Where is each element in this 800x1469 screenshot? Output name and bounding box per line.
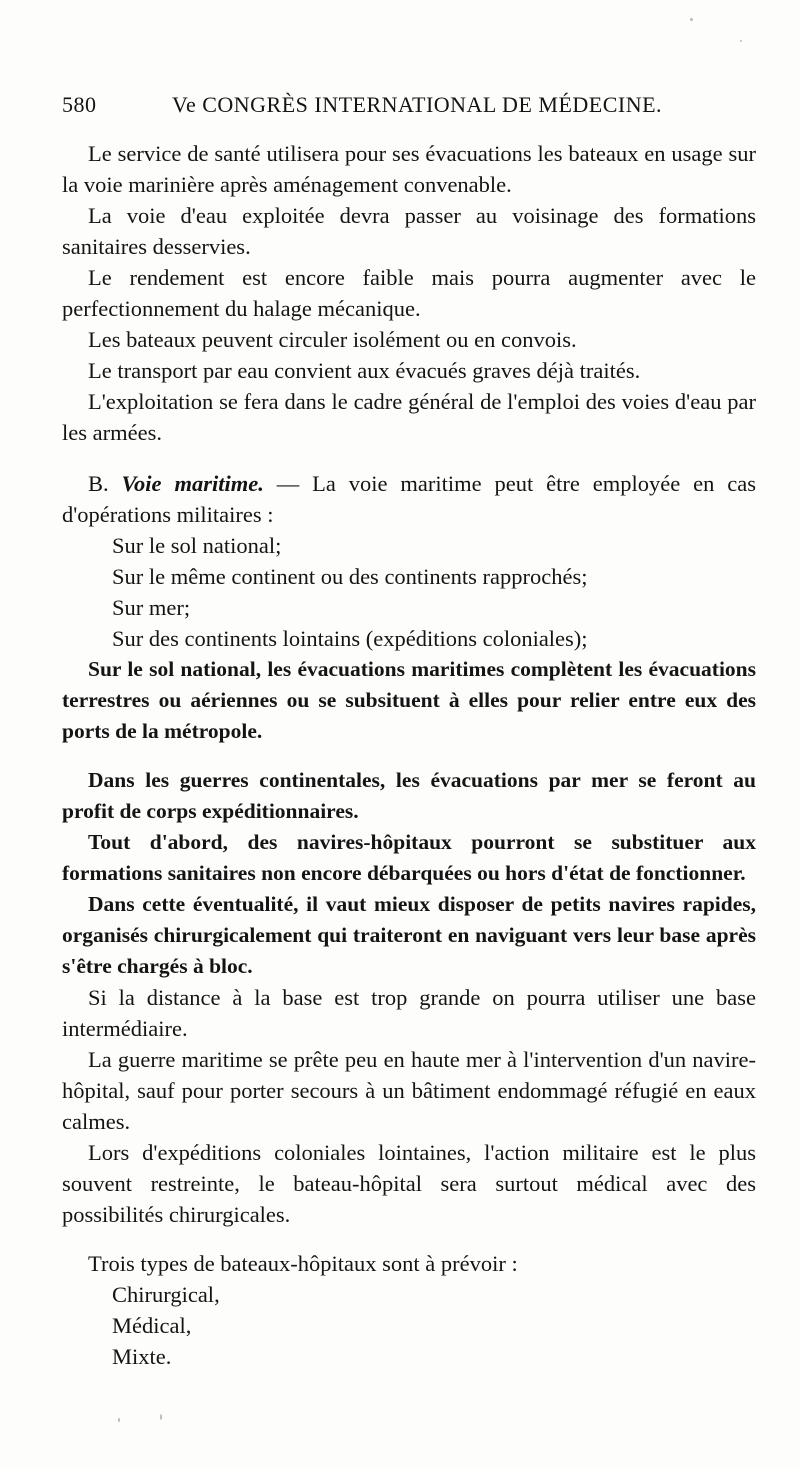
- paper-speck: [740, 40, 742, 42]
- bold-paragraph: Dans cette éventualité, il vaut mieux disposer de petits navires rapides, organisés chirurgicalement qui traiteront en naviguant vers leur base après s'être chargés à bloc.: [62, 892, 756, 978]
- list-item: Sur mer;: [112, 595, 191, 620]
- paper-speck: [690, 18, 693, 21]
- paragraph: La guerre maritime se prête peu en haute mer à l'intervention d'un navire-hôpital, sauf pour porter secours à un bâtiment endommagé réfugié en eaux calmes.: [62, 1047, 756, 1134]
- paragraph: Le rendement est encore faible mais pourra augmenter avec le perfectionnement du halage mécanique.: [62, 265, 756, 321]
- bold-block-2: [62, 765, 756, 982]
- paragraph: Lors d'expéditions coloniales lointaines, l'action militaire est le plus souvent restreinte, le bateau-hôpital sera surtout médical avec des possibilités chirurgicales.: [62, 1140, 756, 1227]
- page-header: [62, 92, 762, 122]
- bold-paragraph: Tout d'abord, des navires-hôpitaux pourront se substituer aux formations sanitaires non encore débarquées ou hors d'état de fonctionner.: [62, 830, 756, 885]
- bold-block-1: [62, 654, 756, 747]
- section-label: B.: [88, 471, 109, 496]
- list-item: Sur des continents lointains (expéditions coloniales);: [112, 626, 588, 651]
- section-title: Voie maritime.: [121, 471, 264, 496]
- page-body: [62, 138, 756, 1372]
- list-item: Sur le même continent ou des continents rapprochés;: [112, 564, 588, 589]
- types-intro: Trois types de bateaux-hôpitaux sont à prévoir :: [88, 1251, 518, 1276]
- paragraph: L'exploitation se fera dans le cadre général de l'emploi des voies d'eau par les armées.: [62, 389, 756, 445]
- running-title: Ve CONGRÈS INTERNATIONAL DE MÉDECINE.: [172, 92, 663, 117]
- paper-speck: [160, 1414, 162, 1420]
- list-item: Médical,: [112, 1313, 192, 1338]
- list-item: Sur le sol national;: [112, 533, 282, 558]
- paragraph: Le transport par eau convient aux évacués graves déjà traités.: [88, 358, 641, 383]
- bold-paragraph: Sur le sol national, les évacuations maritimes complètent les évacuations terrestres ou aériennes ou se subsituent à elles pour relier entre eux des ports de la métropole.: [62, 657, 756, 743]
- paragraph: La voie d'eau exploitée devra passer au voisinage des formations sanitaires desservies.: [62, 203, 756, 259]
- section-b-list: [62, 530, 756, 654]
- list-item: Mixte.: [112, 1344, 172, 1369]
- list-item: Chirurgical,: [112, 1282, 220, 1307]
- paragraph: Si la distance à la base est trop grande on pourra utiliser une base intermédiaire.: [62, 985, 756, 1041]
- bold-paragraph: Dans les guerres continentales, les évacuations par mer se feront au profit de corps expéditionnaires.: [62, 768, 756, 823]
- paper-speck: [118, 1418, 120, 1422]
- page-number: 580: [62, 92, 97, 117]
- types-list: [62, 1279, 756, 1372]
- paragraph: Les bateaux peuvent circuler isolément ou en convois.: [88, 327, 577, 352]
- section-b-intro: [62, 468, 756, 530]
- paragraph: Le service de santé utilisera pour ses évacuations les bateaux en usage sur la voie marinière après aménagement convenable.: [62, 141, 756, 197]
- section-intro-text: — La voie maritime peut être employée en cas d'opérations militaires :: [62, 471, 757, 527]
